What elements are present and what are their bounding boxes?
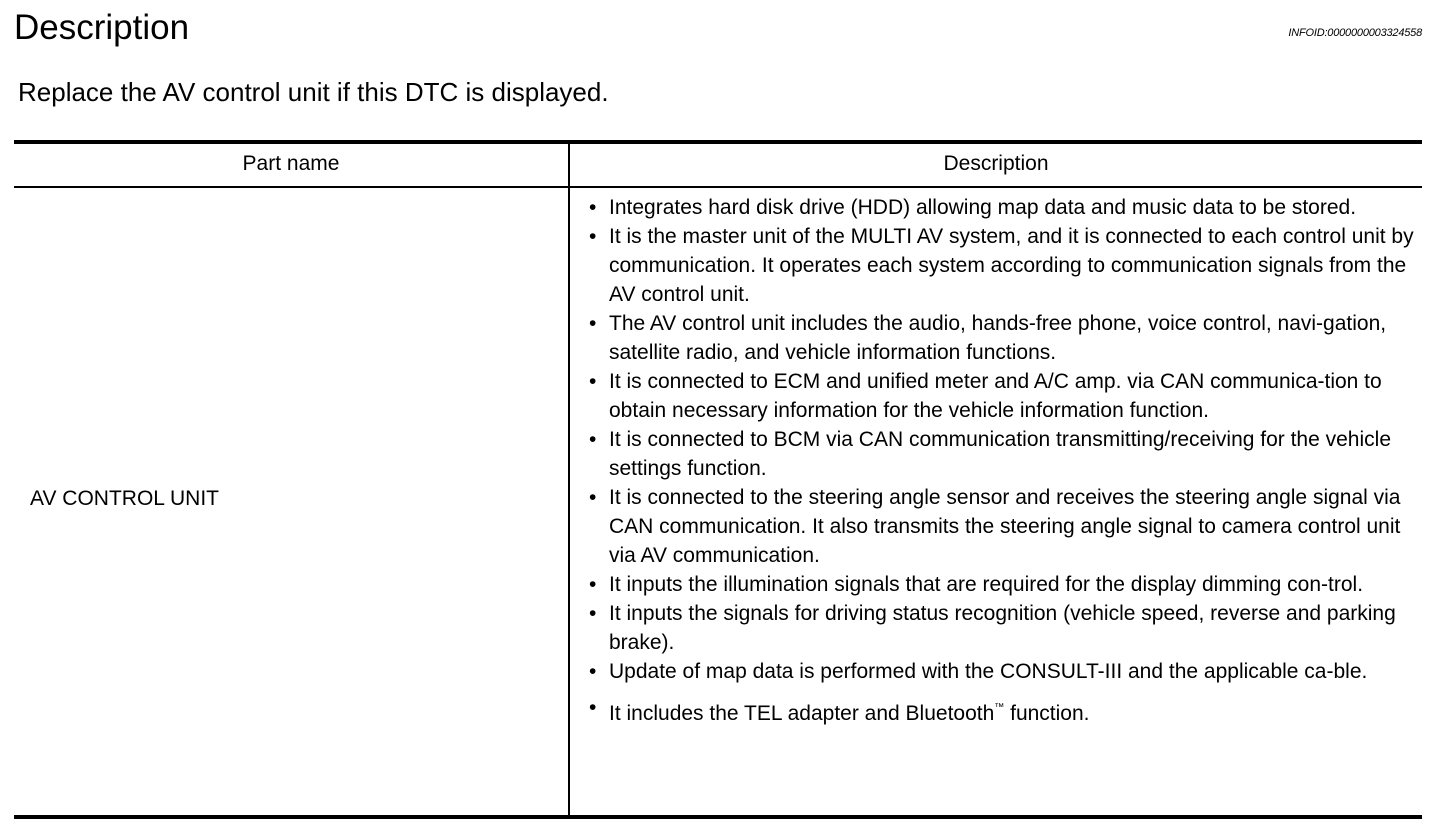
description-list [589,193,1419,728]
bullet: • [589,696,597,719]
list-item-text: It includes the TEL adapter and Bluetooth [609,702,995,725]
column-divider [568,144,570,815]
list-item-text: It is connected to BCM via CAN communication transmitting/receiving for the vehicle settings function. [609,428,1391,480]
part-name-cell: AV CONTROL UNIT [30,487,220,510]
list-item-text: It inputs the illumination signals that are required for the display dimming con-trol. [609,573,1364,596]
list-item [589,570,1419,599]
list-item-text: The AV control unit includes the audio, hands-free phone, voice control, navi-gation, satellite radio, and vehicle information functions. [609,312,1387,364]
list-item [589,657,1419,686]
section-heading: Description [14,8,190,47]
header-description: Description [943,152,1049,175]
list-item [589,309,1419,367]
bullet: • [589,370,597,393]
list-item [589,222,1419,309]
trademark-symbol: ™ [994,702,1005,713]
bullet: • [589,225,597,248]
header-part-name: Part name [242,152,340,175]
list-item [589,483,1419,570]
list-item [589,193,1419,222]
bullet: • [589,486,597,509]
bullet: • [589,196,597,219]
intro-text: Replace the AV control unit if this DTC is displayed. [18,77,609,107]
bullet: • [589,573,597,596]
list-item-text: It inputs the signals for driving status recognition (vehicle speed, reverse and parking brake). [609,602,1396,654]
list-item [589,693,1419,728]
list-item [589,367,1419,425]
list-item [589,599,1419,657]
bullet: • [589,602,597,625]
list-item-text: Integrates hard disk drive (HDD) allowing map data and music data to be stored. [609,196,1357,219]
list-item [589,425,1419,483]
bullet: • [589,428,597,451]
list-item-text: It is the master unit of the MULTI AV system, and it is connected to each control unit by communication. It operates each system according to communication signals from the AV control unit. [609,225,1414,306]
table-header-row [14,144,1422,188]
list-item-text: It is connected to ECM and unified meter and A/C amp. via CAN communica-tion to obtain necessary information for the vehicle information function. [609,370,1382,422]
list-item-text-end: function. [1004,702,1090,725]
list-item-text: Update of map data is performed with the CONSULT-III and the applicable ca-ble. [609,660,1368,683]
list-item-text: It is connected to the steering angle sensor and receives the steering angle signal via CAN communication. It also transmits the steering angle signal to camera control unit via AV communication. [609,486,1401,567]
parts-table [14,140,1422,819]
bullet: • [589,312,597,335]
bullet: • [589,660,597,683]
info-id: INFOID:0000000003324558 [1288,27,1422,39]
